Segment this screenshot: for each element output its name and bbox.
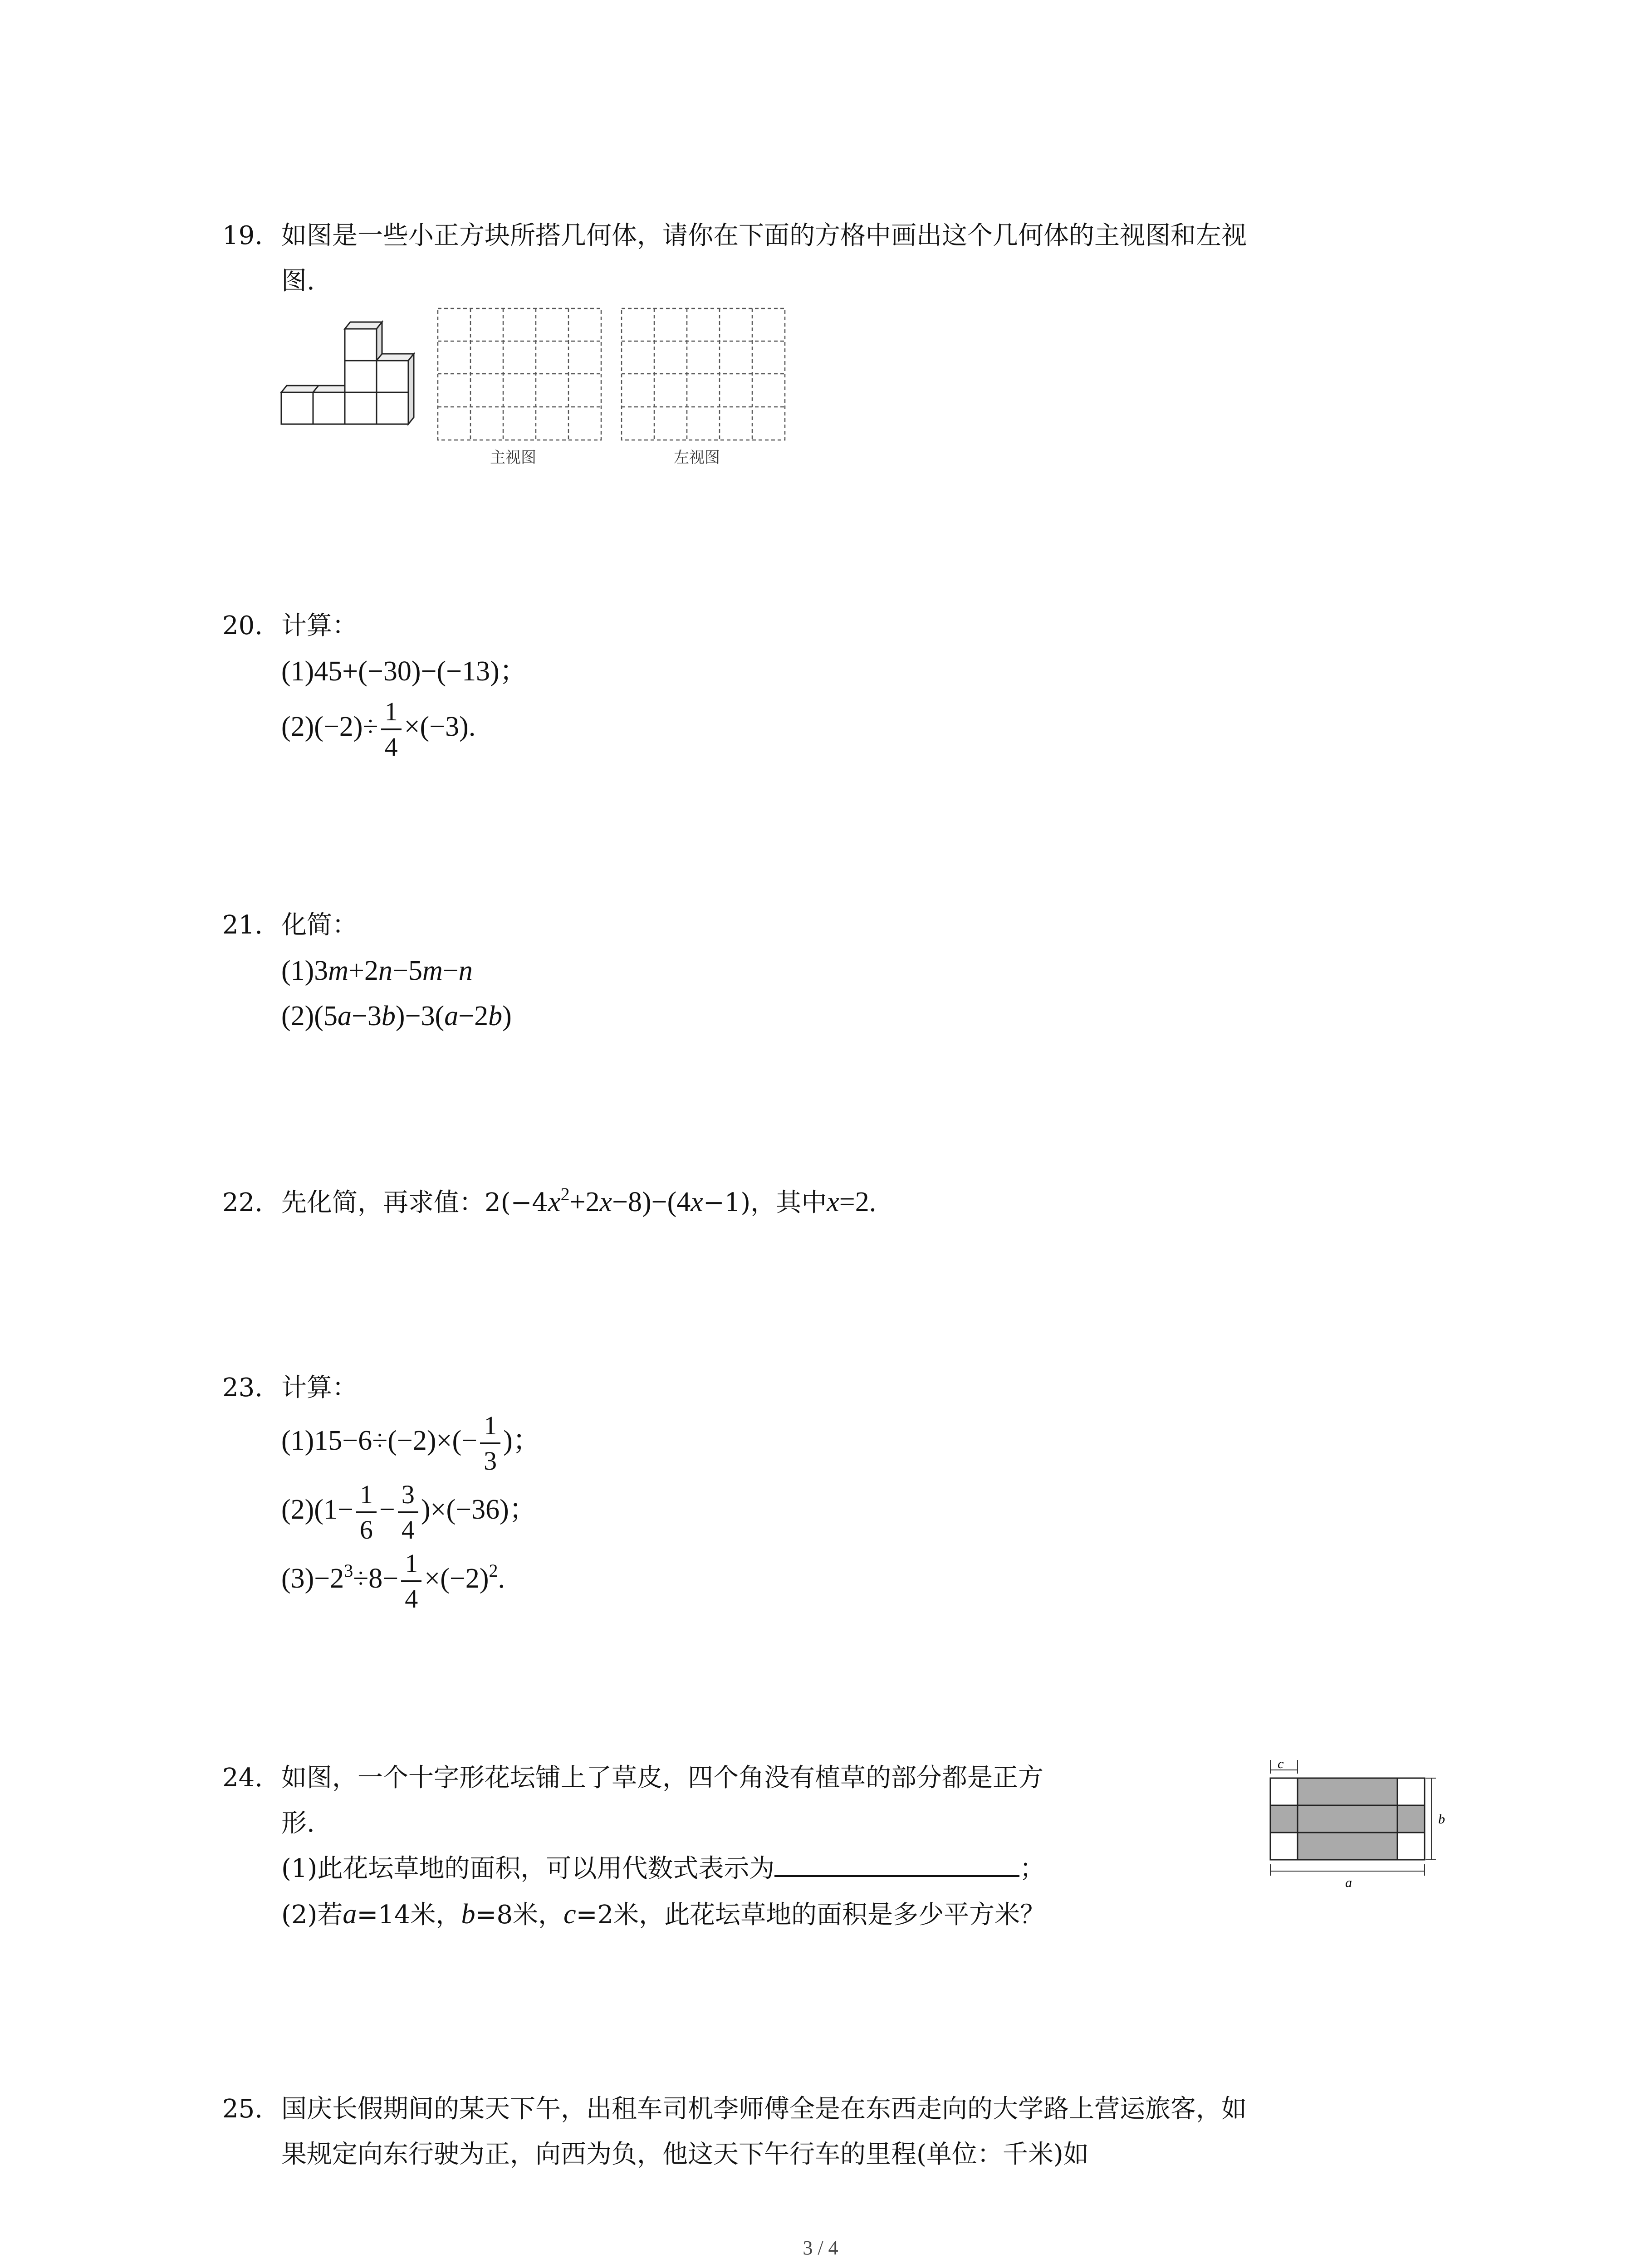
question-text: 如图是一些小正方块所搭几何体，请你在下面的方格中画出这个几何体的主视图和左视 [281, 221, 1247, 250]
part-2: (2)(5a−3b)−3(a−2b) [281, 1001, 512, 1031]
expr-text: (2)(−2)÷ [281, 711, 378, 743]
corner-square [1270, 1778, 1298, 1805]
label-c: c [1278, 1760, 1284, 1771]
question-text: 如图，一个十字形花坛铺上了草皮，四个角没有植草的部分都是正方 [281, 1763, 1043, 1793]
question-number: 20. [222, 611, 263, 640]
question-20 [222, 603, 528, 760]
question-text: 先化简，再求值：$2(-4x^2+2x-8)-(4x-1)$，其中x=2. [281, 1184, 877, 1217]
answer-blank[interactable] [774, 1850, 1019, 1877]
question-text-cont: 图. [281, 266, 315, 296]
numerator: 1 [381, 699, 402, 730]
q19-figure [272, 299, 817, 481]
question-24 [222, 1755, 1045, 1938]
page-number: 3 / 4 [803, 2237, 838, 2259]
question-number: 22. [222, 1188, 263, 1217]
grid-left-view [622, 308, 785, 440]
corner-square [1397, 1833, 1425, 1860]
grid-front-view [438, 308, 601, 440]
question-number: 23. [222, 1373, 263, 1403]
question-23 [222, 1365, 541, 1612]
q24-figure [1261, 1760, 1452, 1892]
question-text-cont: 果规定向东行驶为正，向西为负，他这天下午行车的里程(单位：千米)如 [281, 2140, 1089, 2169]
fraction: $\frac{1}{4}$ [401, 1550, 421, 1612]
corner-square [1397, 1778, 1425, 1805]
label-a: a [1345, 1875, 1352, 1890]
question-21 [222, 903, 512, 1039]
label-b: b [1438, 1812, 1445, 1827]
part-2 [281, 699, 528, 760]
fraction: $\frac{1}{6}$ [356, 1481, 377, 1543]
fraction: $\frac{1}{3}$ [480, 1413, 500, 1474]
question-number: 25. [222, 2094, 263, 2124]
question-title: 计算： [281, 1373, 358, 1403]
question-22 [222, 1179, 876, 1226]
corner-square [1270, 1833, 1298, 1860]
question-title: 计算： [281, 611, 358, 640]
center-rect [1298, 1805, 1397, 1833]
cube-stack [281, 322, 414, 424]
part-1: (1)3m+2n−5m−n [281, 955, 473, 986]
question-number: 19. [222, 221, 263, 250]
question-text-cont: 形. [281, 1809, 315, 1838]
part-1: (1)45+(−30)−(−13)； [281, 656, 528, 687]
part-2: (2)(1− $\frac{1}{6}$ − $\frac{3}{4}$ )×(−36)； [281, 1480, 537, 1545]
question-number: 24. [222, 1763, 263, 1793]
fraction [381, 699, 402, 760]
question-number: 21. [222, 910, 263, 940]
expr-text: ×(−3). [404, 711, 476, 743]
question-title: 化简： [281, 910, 358, 940]
part-1: (1)15−6÷(−2)×(− $\frac{1}{3}$ )； [281, 1411, 541, 1476]
question-text: 国庆长假期间的某天下午，出租车司机李师傅全是在东西走向的大学路上营运旅客，如 [281, 2094, 1247, 2124]
part-3: $(3)-2^3\div 8-$ $\frac{1}{4}$ $\times(-2)^2$. [281, 1549, 505, 1613]
left-view-label: 左视图 [674, 449, 720, 467]
fraction: $\frac{3}{4}$ [398, 1481, 418, 1543]
denominator: 4 [384, 732, 398, 762]
front-view-label: 主视图 [490, 449, 536, 467]
part-2: (2)若a=14米，b=8米，c=2米，此花坛草地的面积是多少平方米？ [281, 1899, 1046, 1930]
question-19 [222, 213, 1247, 304]
part-1: (1)此花坛草地的面积，可以用代数式表示为 ； [281, 1846, 1045, 1892]
question-25 [222, 2087, 1247, 2177]
